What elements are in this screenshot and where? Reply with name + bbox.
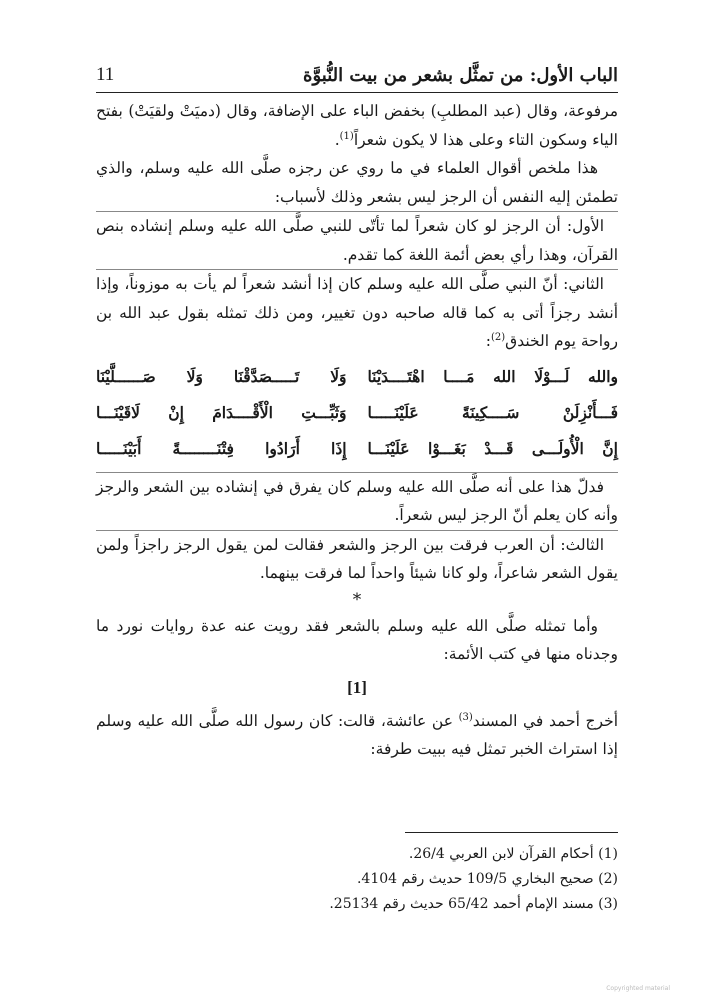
paragraph: فدلّ هذا على أنه صلَّى الله عليه وسلم كان يفرق في إنشاده بين الشعر والرجز وأنه كان يعلم أنّ الرجز ليس شعراً.: [96, 472, 618, 530]
verse-line: [96, 432, 618, 468]
verse-hemistich-right: إِنَّ الْأُولَـــى قَـــدْ بَغَـــوْا عَلَيْنَـــا: [367, 439, 618, 459]
paragraph: مرفوعة، وقال (عبد المطلبِ) بخفض الباء على الإضافة، وقال (دميَتْ ولقيَتْ) بفتح الياء وسكون التاء وعلى هذا لا يكون شعراً$^{(1)}$.: [96, 102, 618, 149]
paragraph: وأما تمثله صلَّى الله عليه وسلم بالشعر فقد رويت عنه عدة روايات نورد ما وجدناه منها في كتب الأئمة:: [96, 616, 618, 663]
chapter-title: الباب الأول: من تمثَّل بشعر من بيت النُّبوَّة: [303, 64, 618, 86]
verse-hemistich-right: والله لَـــوْلَا الله مَــــا اهْتَــــدَيْنَا: [367, 367, 618, 387]
paragraph: هذا ملخص أقوال العلماء في ما روي عن رجزه صلَّى الله عليه وسلم، والذي تطمئن إليه النفس أن الرجز ليس بشعر وذلك لأسباب:: [96, 159, 618, 206]
footnote-ref[interactable]: (2): [490, 331, 506, 343]
watermark-text: Copyrighted material: [606, 985, 670, 992]
footnote: (1) أحكام القرآن لابن العربي 26/4.: [408, 846, 618, 862]
footnote-ref[interactable]: (1): [339, 130, 354, 142]
section-separator: *: [352, 589, 362, 610]
verse-line: [96, 396, 618, 432]
footnotes: [96, 842, 618, 917]
header-rule: [96, 92, 618, 93]
verse-hemistich-left: إِذَا أَرَادُوا فِتْنَــــــــةً أَبَيْنَـــــا: [96, 439, 347, 459]
footnote: (2) صحيح البخاري 109/5 حديث رقم 4104.: [356, 871, 618, 887]
verse-hemistich-left: وَلَا تَـــــصَدَّقْنَا وَلَا صَــــــلَّيْنَا: [96, 367, 347, 387]
paragraph: الثالث: أن العرب فرقت بين الرجز والشعر فقالت لمن يقول الرجز راجزاً ولمن يقول الشعر شاعراً، ولو كانا شيئاً واحداً لما فرقت بينهما.: [96, 530, 618, 588]
hadith-number: [1]: [347, 677, 367, 697]
paragraph: الأول: أن الرجز لو كان شعراً لما تأتّى للنبي صلَّى الله عليه وسلم إنشاده بنص القرآن، وهذا رأي بعض أئمة اللغة كما تقدم.: [96, 211, 618, 269]
paragraph: أخرج أحمد في المسند$^{(3)}$ عن عائشة، قالت: كان رسول الله صلَّى الله عليه وسلم إذا استراث الخبر تمثل فيه ببيت طرفة:: [96, 711, 618, 758]
verse-hemistich-right: فَـــأَنْزِلَنْ سَــــكِينَةً عَلَيْنَـــــا: [367, 403, 618, 423]
poem-verses: [96, 360, 618, 468]
footnote-ref[interactable]: (3): [458, 711, 473, 723]
running-header: [96, 60, 618, 90]
footnote: (3) مسند الإمام أحمد 65/42 حديث رقم 25134.: [329, 896, 618, 912]
page-number: 11: [96, 64, 115, 85]
main-text: [96, 97, 618, 764]
paragraph: الثاني: أنّ النبي صلَّى الله عليه وسلم كان إذا أنشد شعراً لم يأت به موزوناً، وإذا أنشد رجزاً أتى به كما قاله صاحبه دون تغيير، ومن ذلك تمثله بقول عبد الله بن رواحة يوم الخندق$^{(2)}$:: [96, 269, 618, 356]
footnote-rule: [405, 832, 618, 833]
verse-hemistich-left: وَثَبِّـــتِ الْأَقْــــدَامَ إِنْ لَاقَيْنَـــا: [96, 403, 347, 423]
verse-line: [96, 360, 618, 396]
